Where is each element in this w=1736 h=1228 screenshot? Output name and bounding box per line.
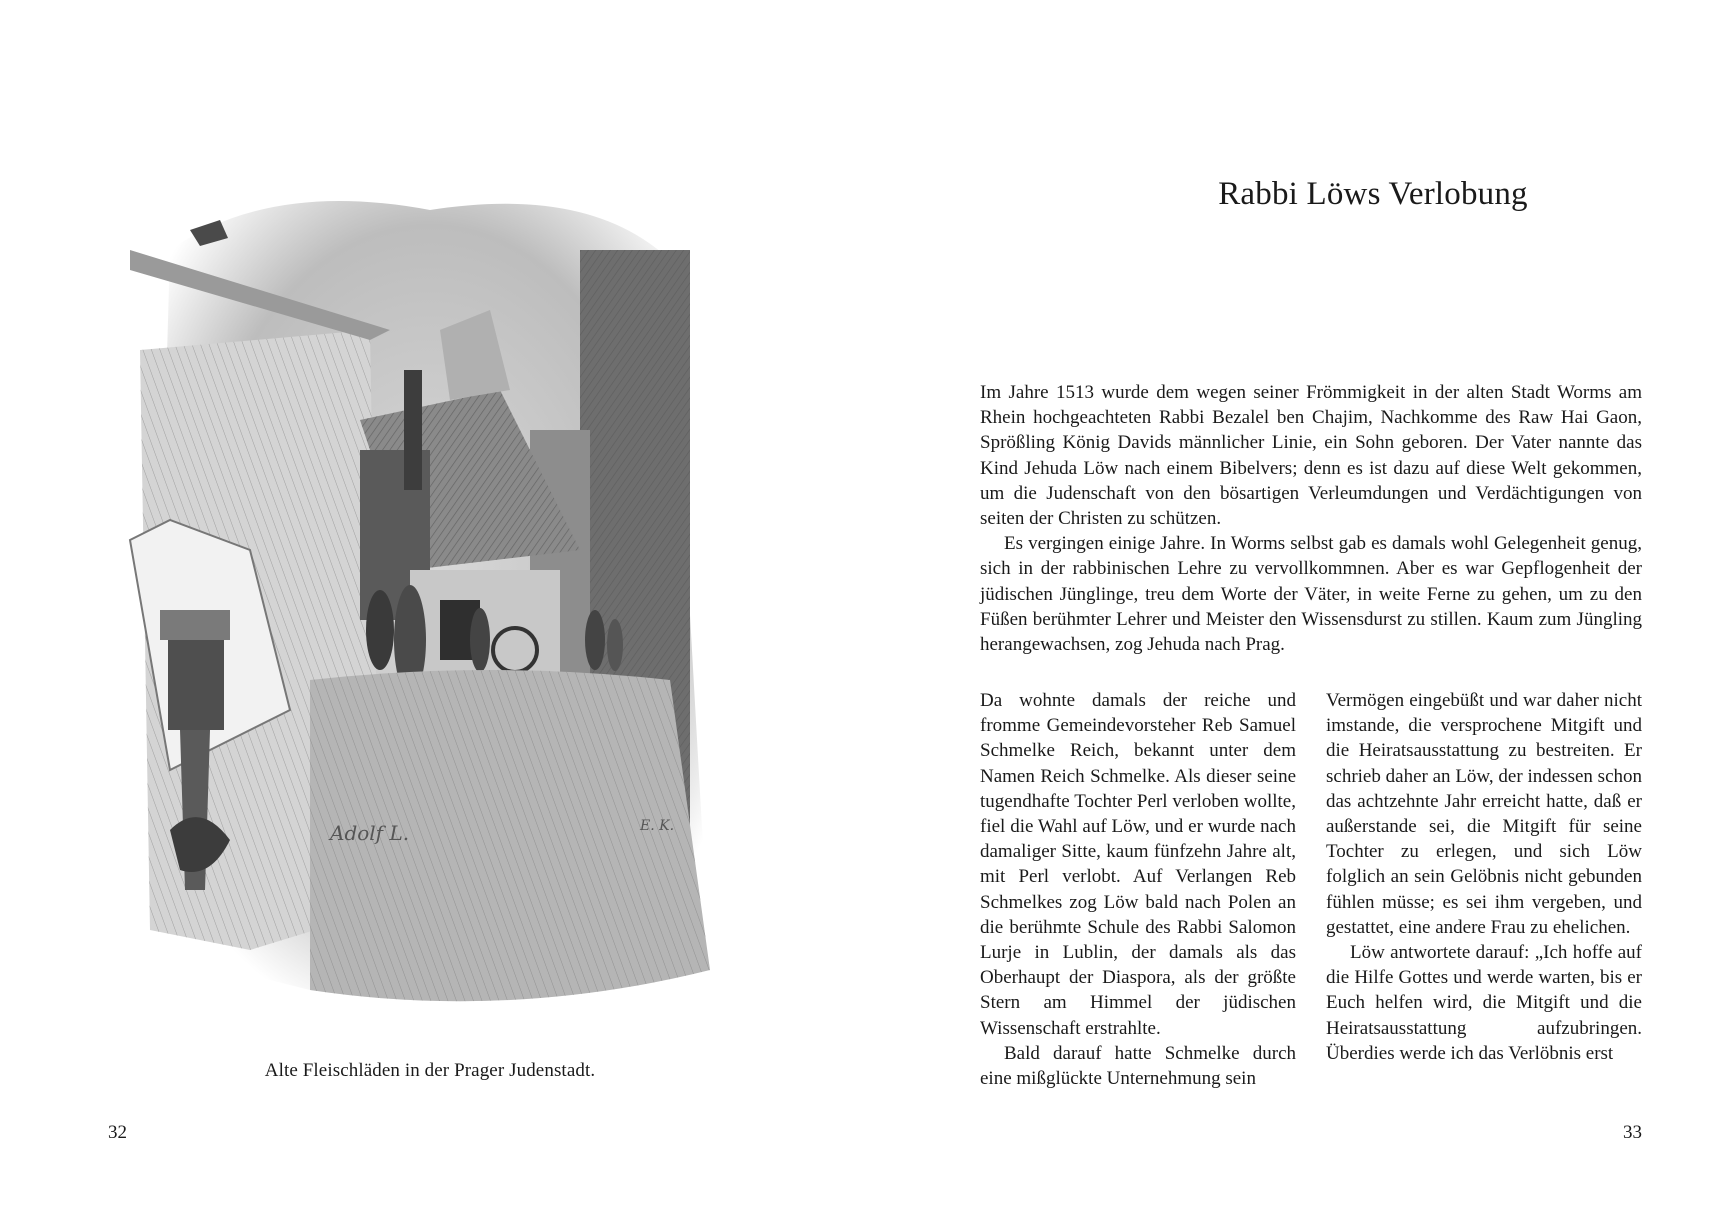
column-left-paragraph-1: Da wohnte damals der reiche und fromme Gemeindevorsteher Reb Samuel Schmelke Reich, bekannt unter dem Namen Reich Schmelke. Als dieser seine tugendhafte Tochter Perl verloben wollte, fiel die Wahl auf Löw, und er wurde nach damaliger Sitte, kaum fünfzehn Jahre alt, mit Perl verlobt. Auf Verlangen Reb Schmelkes zog Löw bald nach Polen an die berühmte Schule des Rabbi Salomon Lurje in Lublin, der damals als das Oberhaupt der Diaspora, als der größte Stern am Himmel der jüdischen Wissenschaft erstrahlte. — [980, 690, 1296, 1039]
text-column-right — [1326, 688, 1642, 1088]
column-left-paragraph-2: Bald darauf hatte Schmelke durch eine mißglückte Unternehmung sein — [980, 1042, 1296, 1088]
chapter-title: Rabbi Löws Verlobung — [1218, 176, 1528, 212]
column-right-paragraph-2: Löw antwortete darauf: „Ich hoffe auf die Hilfe Gottes und werde warten, bis er Euch helfen wird, die Mitgift und die Heiratsausstattung aufzubringen. Überdies werde ich das Verlöbnis erst — [1326, 942, 1642, 1064]
street-illustration — [110, 190, 750, 1050]
intro-text — [980, 380, 1642, 657]
two-column-text — [980, 688, 1642, 1088]
right-page — [868, 0, 1736, 1228]
column-right-paragraph-1: Vermögen eingebüßt und war daher nicht imstande, die versprochene Mitgift und die Heiratsausstattung zu bestreiten. Er schrieb daher an Löw, der indessen schon das achtzehnte Jahr erreicht hatte, daß er außerstande sei, die Mitgift für seine Tochter zu erlegen, und sich Löw folglich an sein Gelöbnis nicht gebunden fühlen müsse; es sei ihm vergeben, und gestattet, eine andere Frau zu ehelichen. — [1326, 690, 1642, 938]
svg-text:Adolf L.: Adolf L. — [330, 821, 410, 845]
intro-paragraph-1: Im Jahre 1513 wurde dem wegen seiner Frömmigkeit in der alten Stadt Worms am Rhein hochgeachteten Rabbi Bezalel ben Chajim, Nachkomme des Raw Hai Gaon, Sprößling König Davids männlicher Linie, ein Sohn geboren. Der Vater nannte das Kind Jehuda Löw nach einem Bibelvers; denn es ist dazu auf diese Welt gekommen, um die Judenschaft von den bösartigen Verleumdungen und Verdächtigungen von seiten der Christen zu schützen. — [980, 382, 1642, 530]
svg-text:E. K.: E. K. — [640, 818, 675, 834]
page-number-right: 33 — [1623, 1122, 1642, 1143]
text-column-left — [980, 688, 1296, 1088]
page-number-left: 32 — [108, 1122, 127, 1143]
figure-caption: Alte Fleischläden in der Prager Judenstadt. — [264, 1060, 596, 1081]
intro-paragraph-2: Es vergingen einige Jahre. In Worms selbst gab es damals wohl Gelegenheit genug, sich in der rabbinischen Lehre zu vervollkommnen. Aber es war Gepflogenheit der jüdischen Jünglinge, treu dem Worte der Väter, in weite Ferne zu gehen, um zu den Füßen berühmter Lehrer und Meister den Wissensdurst zu stillen. Kaum zum Jüngling herangewachsen, zog Jehuda nach Prag. — [980, 533, 1642, 656]
